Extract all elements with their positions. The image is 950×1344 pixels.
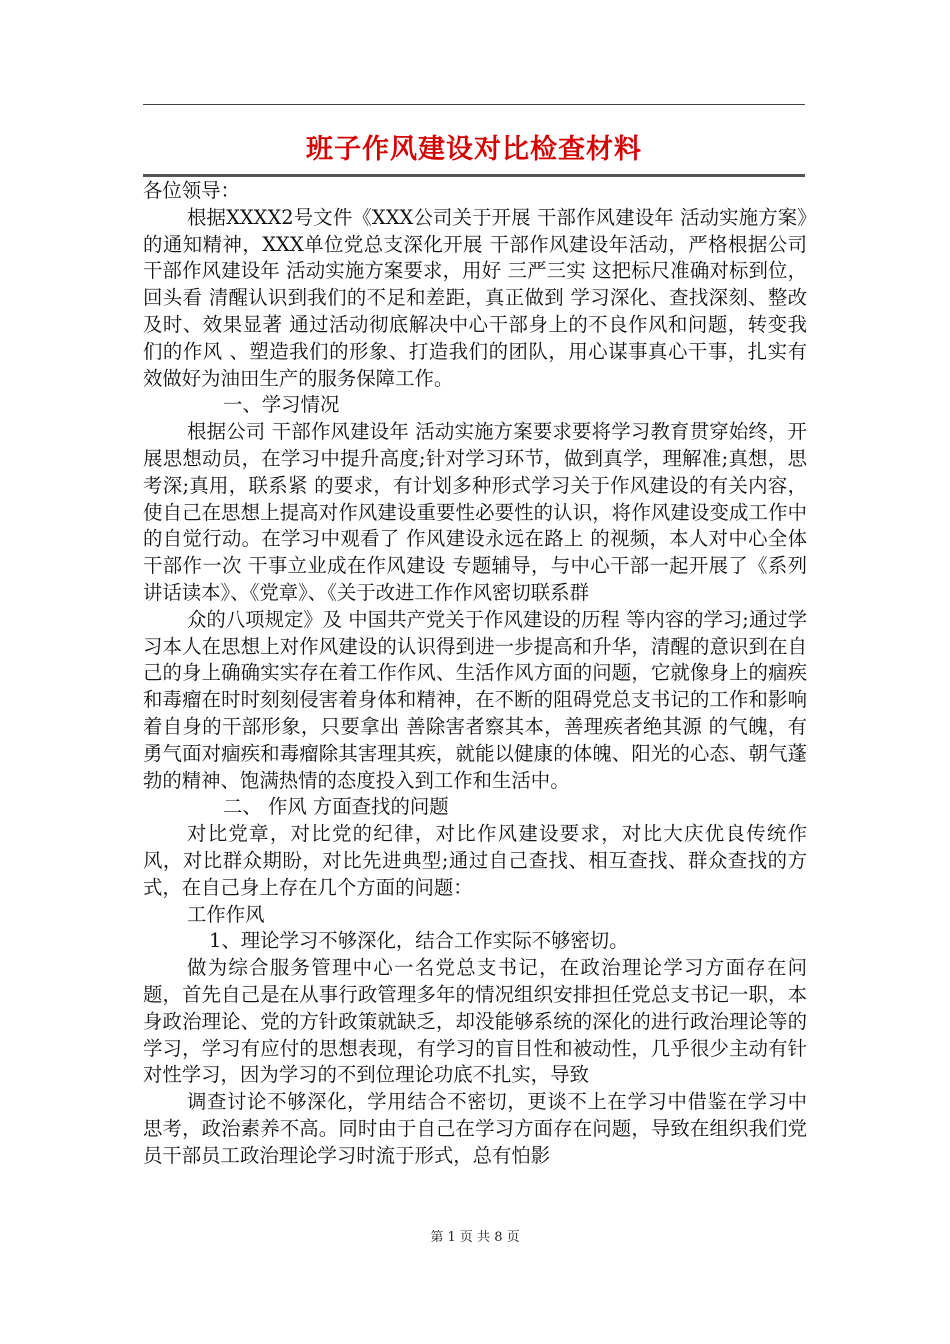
salutation: 各位领导：	[143, 179, 240, 202]
study-paragraph-continued: 众的八项规定》及 中国共产党关于作风建设的历程 等内容的学习;通过学习本人在思想上对作风建设的认识得到进一步提高和升华，清醒的意识到在自己的身上确确实实存在着工作作风、生活作风方面的问题，它就像身上的痼疾和毒瘤在时时刻刻侵害着身体和精神，在不断的阻碍党总支书记的工作和影响着自身的干部形象，只要拿出 善除害者察其本，善理疾者绝其源 的气魄，有勇气面对痼疾和毒瘤除其害理其疾，就能以健康的体魄、阳光的心态、朝气蓬勃的精神、饱满热情的态度投入到工作和生活中。	[143, 607, 807, 792]
study-paragraph: 根据公司 干部作风建设年 活动实施方案要求要将学习教育贯穿始终，开展思想动员，在学习中提升高度;针对学习环节，做到真学，理解准;真想，思考深;真用，联系紧 的要求，有计划多种形式学习关于作风建设的有关内容，使自己在思想上提高对作风建设重要性必要性的认识，将作风建设变成工作中的自觉行动。在学习中观看了 作风建设永远在路上 的视频，本人对中心全体干部作一次 干事立业成在作风建设 专题辅导，与中心干部一起开展了《系列讲话读本》、《党章》、《关于改进工作作风密切联系群	[143, 420, 807, 604]
problems-paragraph: 对比党章，对比党的纪律，对比作风建设要求，对比大庆优良传统作风，对比群众期盼，对比先进典型;通过自己查找、相互查找、群众查找的方式，在自己身上存在几个方面的问题：	[143, 822, 807, 899]
intro-paragraph: 根据XXXX2号文件《XXX公司关于开展 干部作风建设年 活动实施方案》的通知精神，XXX单位党总支深化开展 干部作风建设年活动，严格根据公司 干部作风建设年 活动实施方案要求，用好 三严三实 这把标尺准确对标到位， 回头看 清醒认识到我们的不足和差距，真正做到 学习深化、查找深刻、整改及时、效果显著 通过活动彻底解决中心干部身上的不良作风和问题，转变我们的作风 、塑造我们的形象、打造我们的团队，用心谋事真心干事，扎实有效做好为油田生产的服务保障工作。	[143, 205, 807, 390]
header-rule	[143, 104, 805, 105]
study-problem-paragraph: 做为综合服务管理中心一名党总支书记，在政治理论学习方面存在问题，首先自己是在从事行政管理多年的情况组织安排担任党总支书记一职，本身政治理论、党的方针政策就缺乏，却没能够系统的深化的进行政治理论等的学习，学习有应付的思想表现，有学习的盲目性和被动性，几乎很少主动有针对性学习，因为学习的不到位理论功底不扎实，导致	[143, 956, 807, 1087]
section-heading-problems: 二、 作风 方面查找的问题	[223, 795, 449, 819]
section-heading-study: 一、学习情况	[223, 393, 340, 417]
document-body	[143, 178, 807, 1169]
title-rule	[143, 174, 805, 177]
page-footer: 第 1 页 共 8 页	[430, 1230, 520, 1245]
list-item-1: 1、理论学习不够深化，结合工作实际不够密切。	[209, 929, 629, 953]
subheading-work-style: 工作作风	[187, 902, 265, 926]
research-problem-paragraph: 调查讨论不够深化，学用结合不密切，更谈不上在学习中借鉴在学习中思考，政治素养不高。同时由于自己在学习方面存在问题，导致在组织我们党员干部员工政治理论学习时流于形式，总有怕影	[143, 1090, 807, 1167]
document-title: 班子作风建设对比检查材料	[306, 134, 642, 165]
